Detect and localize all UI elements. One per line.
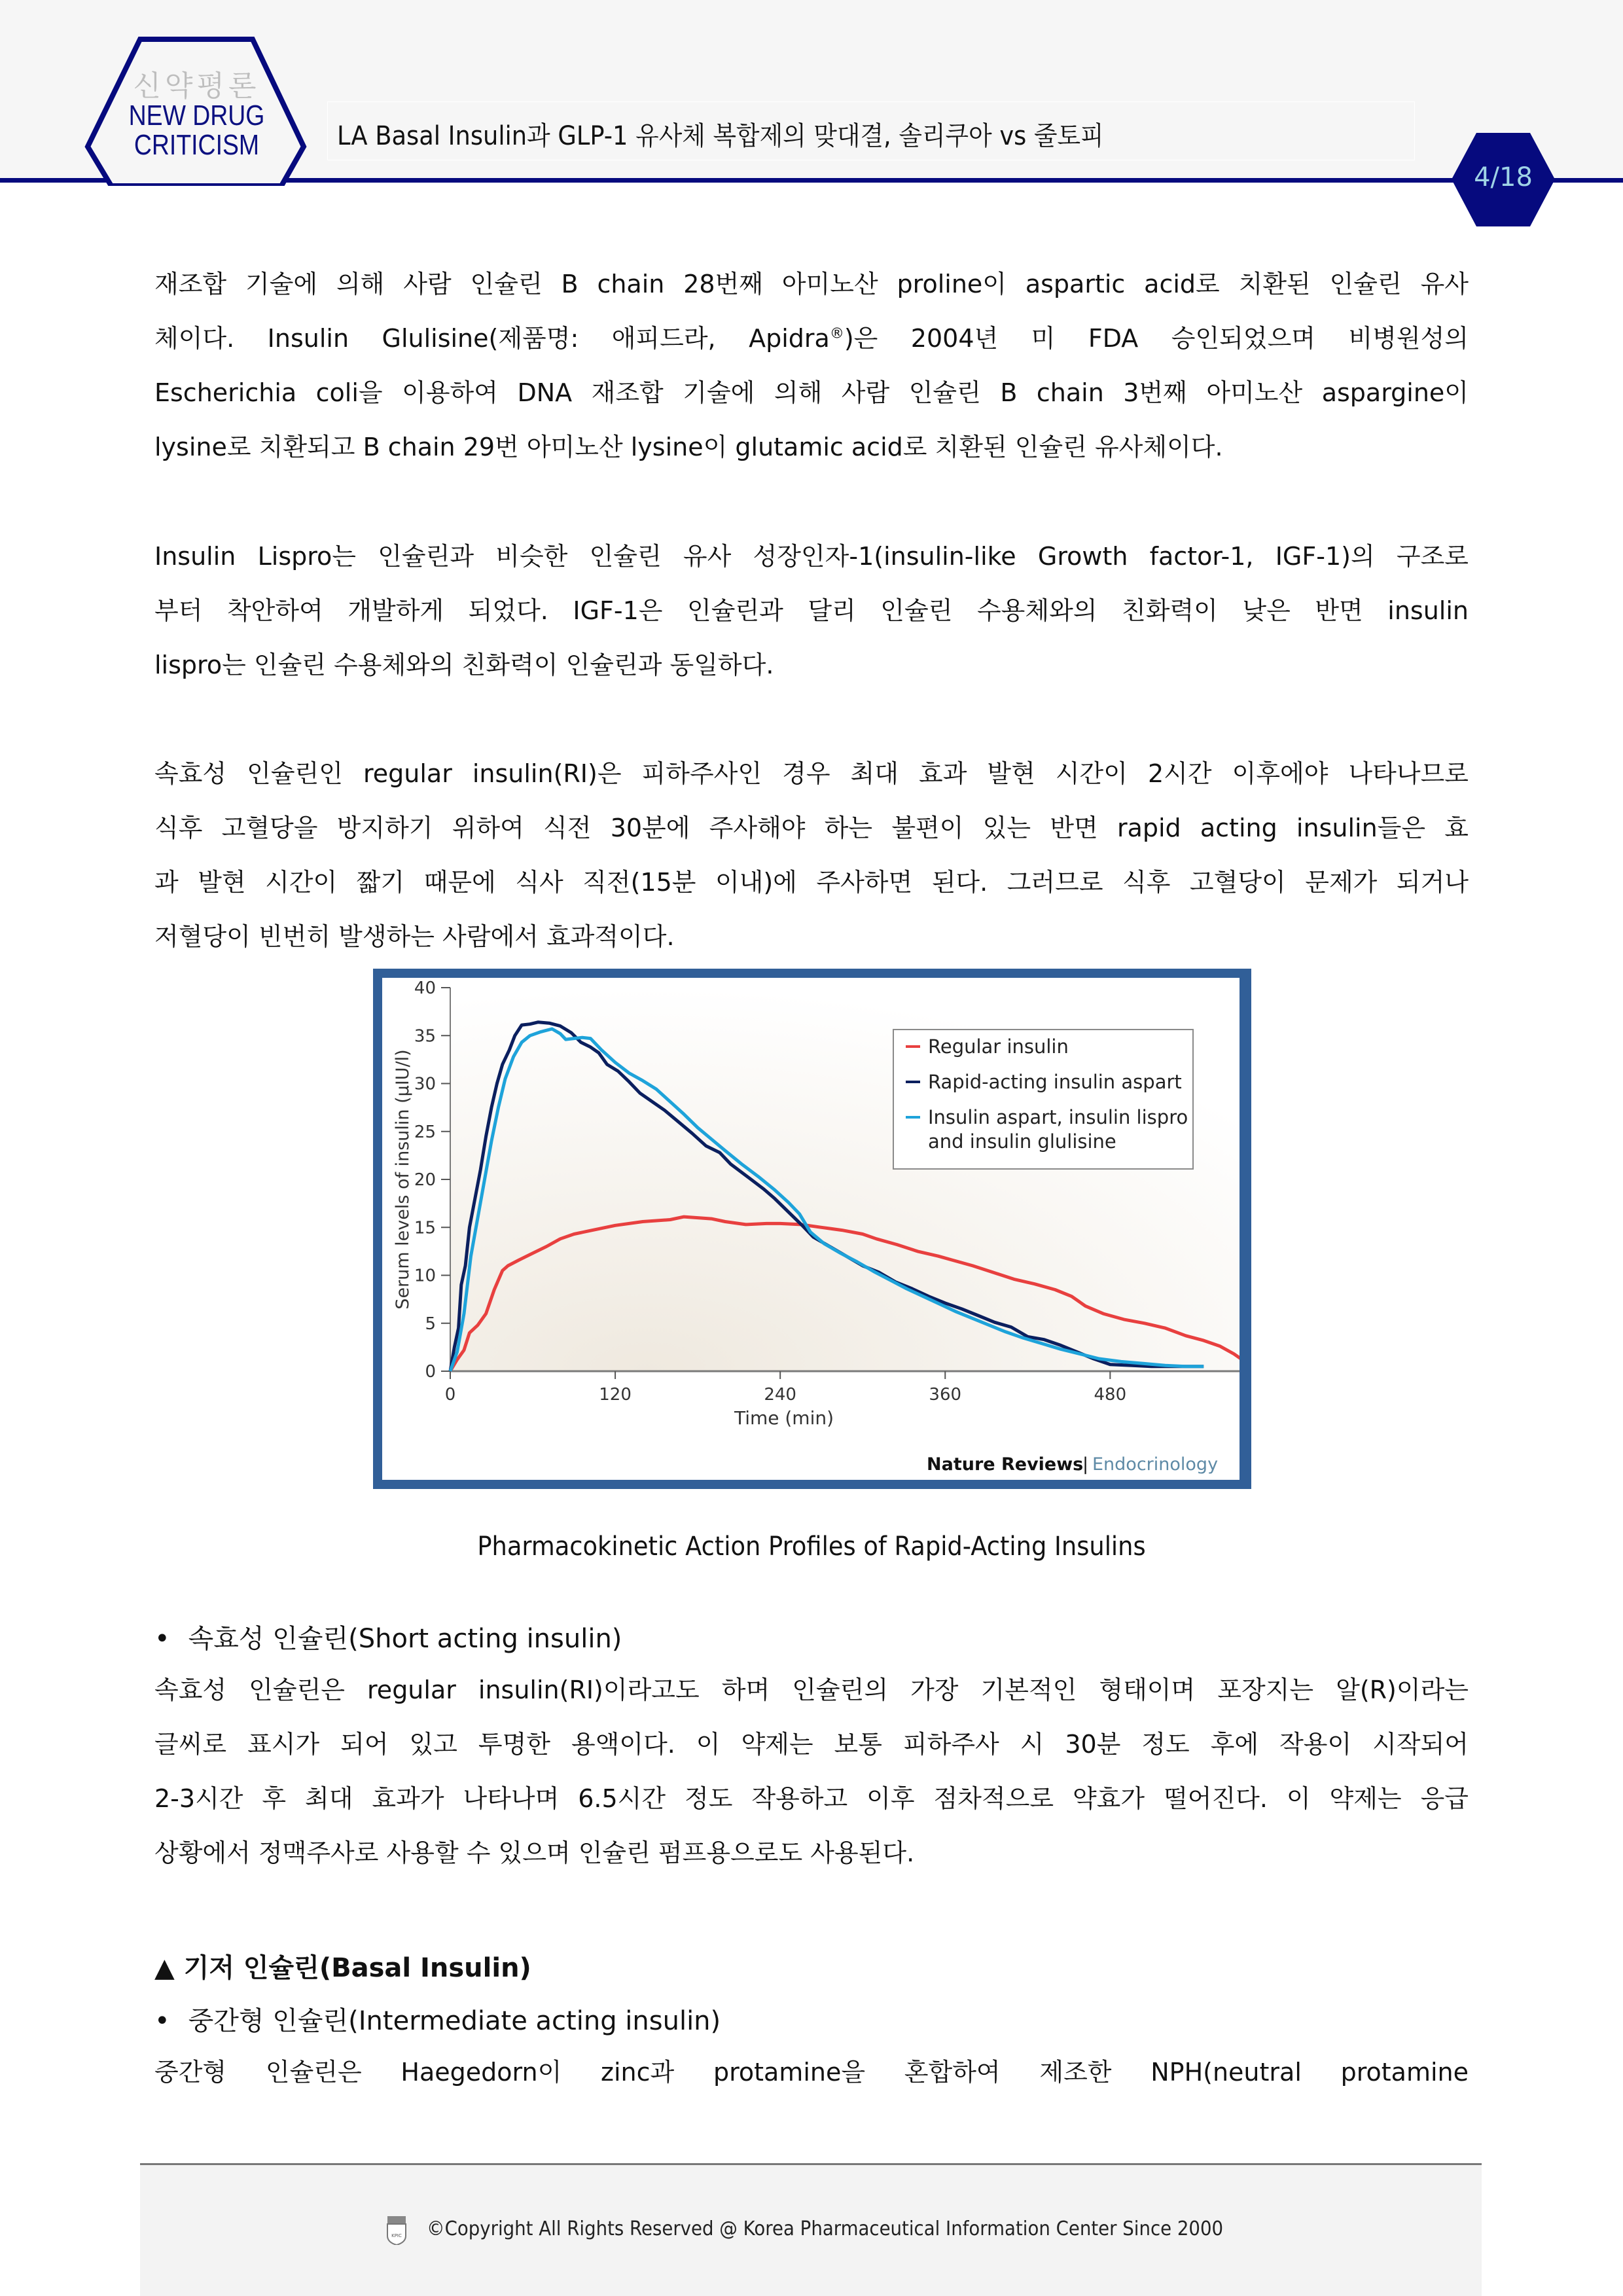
figure-source-bold: Nature Reviews bbox=[927, 1454, 1084, 1475]
x-tick-label: 480 bbox=[1094, 1385, 1127, 1405]
y-axis-label: Serum levels of insulin (μIU/l) bbox=[393, 1049, 413, 1310]
document-title: LA Basal Insulin과 GLP-1 유사체 복합제의 맞대결, 솔리쿠아 vs 줄토피 bbox=[337, 121, 1104, 151]
figure-caption: Pharmacokinetic Action Profiles of Rapid-Acting Insulins bbox=[477, 1532, 1146, 1562]
text-line: lispro는 인슐린 수용체와의 친화력이 인슐린과 동일하다. bbox=[154, 651, 774, 679]
y-tick-label: 15 bbox=[414, 1218, 436, 1238]
paragraph-regular-vs-rapid bbox=[154, 747, 1469, 964]
x-tick-label: 0 bbox=[444, 1385, 456, 1405]
basal-insulin-heading: ▲ 기저 인슐린(Basal Insulin) bbox=[154, 1953, 531, 1983]
x-tick-label: 120 bbox=[599, 1385, 632, 1405]
x-tick-label: 240 bbox=[764, 1385, 796, 1405]
logo-line1: NEW DRUG bbox=[128, 99, 265, 132]
y-tick-label: 10 bbox=[414, 1266, 436, 1286]
figure-source-journal: Endocrinology bbox=[1092, 1454, 1219, 1475]
text-line: 식후 고혈당을 방지하기 위하여 식전 30분에 주사해야 하는 불편이 있는 반면 rapid acting insulin들은 효 bbox=[154, 814, 1469, 842]
legend-label: Rapid-acting insulin aspart bbox=[928, 1071, 1182, 1093]
text-line bbox=[154, 312, 1469, 366]
text-segment: )은 2004년 미 FDA 승인되었으며 비병원성의 bbox=[844, 324, 1469, 353]
y-tick-label: 20 bbox=[414, 1170, 436, 1190]
intermediate-heading bbox=[154, 2000, 721, 2037]
svg-text:KPIC: KPIC bbox=[391, 2233, 402, 2238]
figure-source-separator: | bbox=[1082, 1454, 1089, 1475]
y-tick-label: 30 bbox=[414, 1074, 436, 1094]
text-line: 과 발현 시간이 짧기 때문에 식사 직전(15분 이내)에 주사하면 된다. 그러므로 식후 고혈당이 문제가 되거나 bbox=[154, 868, 1469, 897]
x-tick-label: 360 bbox=[929, 1385, 962, 1405]
y-tick-label: 40 bbox=[414, 978, 436, 998]
y-tick-label: 5 bbox=[425, 1314, 436, 1334]
text-line: 재조합 기술에 의해 사람 인슐린 B chain 28번째 아미노산 proline이 aspartic acid로 치환된 인슐린 유사 bbox=[154, 270, 1469, 298]
paragraph-short-acting bbox=[154, 1663, 1469, 1880]
short-acting-heading bbox=[154, 1618, 622, 1655]
text-line: 글씨로 표시가 되어 있고 투명한 용액이다. 이 약제는 보통 피하주사 시 30분 정도 후에 작용이 시작되어 bbox=[154, 1730, 1469, 1759]
legend-label: and insulin glulisine bbox=[928, 1130, 1116, 1153]
text-line: 저혈당이 빈번히 발생하는 사람에서 효과적이다. bbox=[154, 922, 675, 951]
page-indicator: 4/18 bbox=[1474, 162, 1533, 192]
text-line: 중간형 인슐린은 Haegedorn이 zinc과 protamine을 혼합하여 제조한 NPH(neutral protamine bbox=[154, 2058, 1469, 2087]
legend bbox=[893, 1030, 1193, 1169]
text-line: Escherichia coli을 이용하여 DNA 재조합 기술에 의해 사람 인슐린 B chain 3번째 아미노산 aspargine이 bbox=[154, 378, 1469, 407]
text-line: lysine로 치환되고 B chain 29번 아미노산 lysine이 glutamic acid로 치환된 인슐린 유사체이다. bbox=[154, 433, 1223, 461]
paragraph-intermediate bbox=[154, 2045, 1469, 2100]
footer-copyright: ©Copyright All Rights Reserved @ Korea Pharmaceutical Information Center Since 2000 bbox=[427, 2217, 1224, 2240]
insulin-profile-chart bbox=[382, 978, 1240, 1480]
logo-line2: CRITICISM bbox=[134, 128, 260, 161]
legend-label: Insulin aspart, insulin lispro bbox=[928, 1106, 1188, 1128]
y-tick-label: 35 bbox=[414, 1026, 436, 1047]
logo-korean: 신약평론 bbox=[133, 69, 260, 103]
bullet: • bbox=[154, 2006, 170, 2036]
text-line: Insulin Lispro는 인슐린과 비슷한 인슐린 유사 성장인자-1(insulin-like Growth factor-1, IGF-1)의 구조로 bbox=[154, 542, 1469, 571]
text-line: 속효성 인슐린인 regular insulin(RI)은 피하주사인 경우 최대 효과 발현 시간이 2시간 이후에야 나타나므로 bbox=[154, 759, 1469, 788]
legend-label: Regular insulin bbox=[928, 1035, 1069, 1058]
bullet: • bbox=[154, 1624, 170, 1654]
paragraph-insulin-lispro bbox=[154, 529, 1469, 692]
text-line: 부터 착안하여 개발하게 되었다. IGF-1은 인슐린과 달리 인슐린 수용체와의 친화력이 낮은 반면 insulin bbox=[154, 596, 1469, 625]
text-line: 2-3시간 후 최대 효과가 나타나며 6.5시간 정도 작용하고 이후 점차적으로 약효가 떨어진다. 이 약제는 응급 bbox=[154, 1784, 1469, 1813]
text-segment: 체이다. Insulin Glulisine(제품명: 애피드라, Apidra bbox=[154, 324, 830, 353]
heading-text: 중간형 인슐린(Intermediate acting insulin) bbox=[188, 2006, 721, 2036]
y-tick-label: 25 bbox=[414, 1122, 436, 1142]
heading-text: 속효성 인슐린(Short acting insulin) bbox=[188, 1624, 622, 1654]
kpic-shield-icon bbox=[386, 2216, 407, 2245]
text-line: 상황에서 정맥주사로 사용할 수 있으며 인슐린 펌프용으로도 사용된다. bbox=[154, 1839, 915, 1867]
paragraph-insulin-aspart-glulisine bbox=[154, 257, 1469, 475]
y-tick-label: 0 bbox=[425, 1362, 436, 1382]
x-axis-label: Time (min) bbox=[734, 1407, 834, 1429]
logo bbox=[84, 69, 310, 161]
registered-mark: ® bbox=[829, 325, 844, 342]
text-line: 속효성 인슐린은 regular insulin(RI)이라고도 하며 인슐린의 가장 기본적인 형태이며 포장지는 알(R)이라는 bbox=[154, 1676, 1469, 1704]
